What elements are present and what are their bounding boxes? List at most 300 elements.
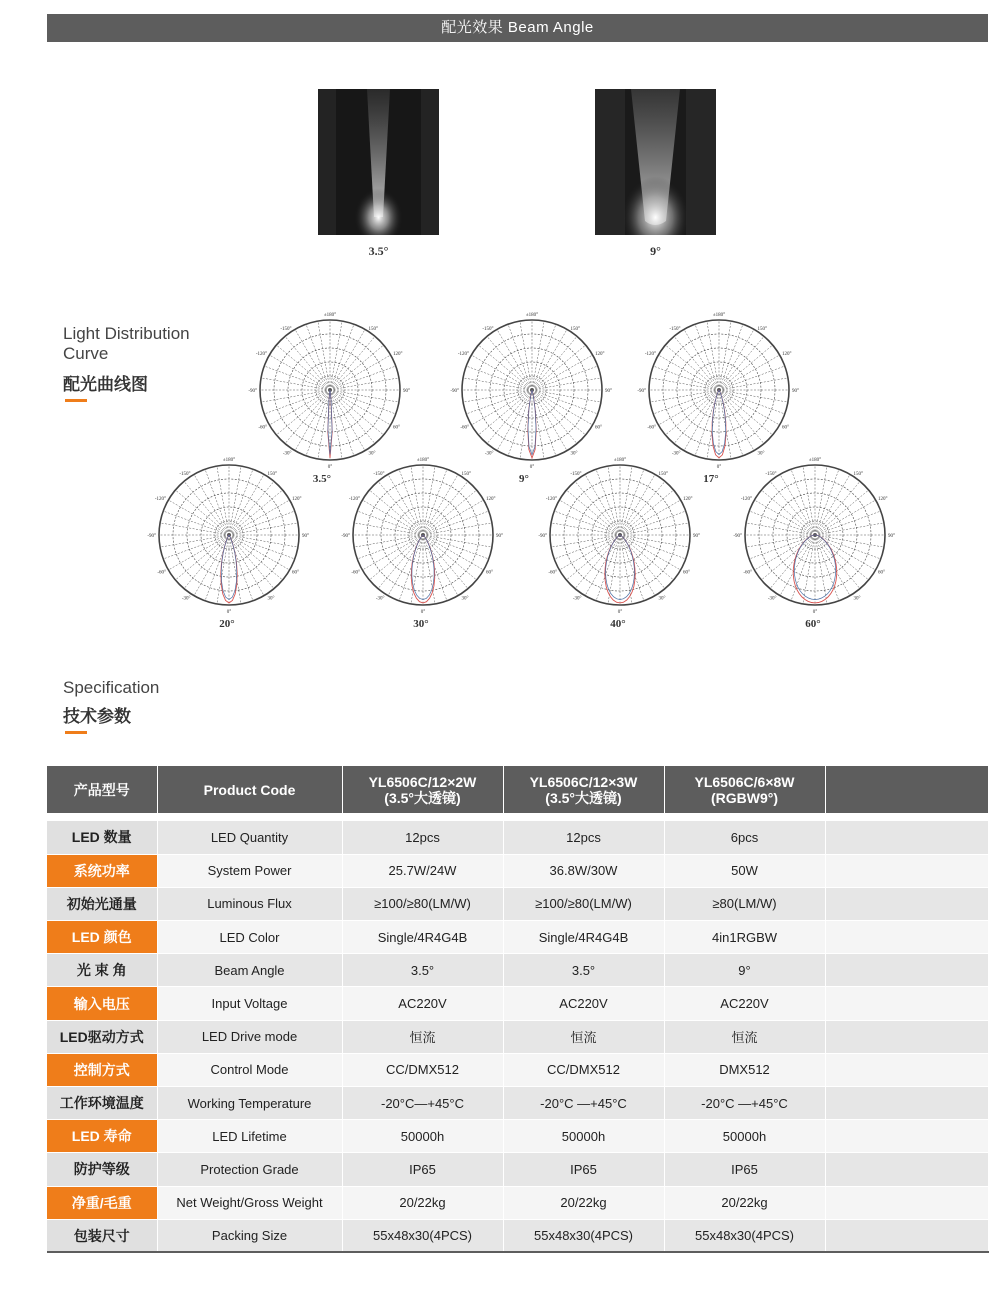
polar-chart-6 (530, 455, 710, 615)
polar-angle-label: 0° (420, 610, 426, 615)
polar-chart-5 (333, 455, 513, 615)
polar-chart-label-6: 40° (610, 618, 626, 630)
polar-spoke (362, 535, 423, 570)
polar-angle-label: 30° (461, 596, 469, 602)
polar-spoke (168, 500, 229, 535)
polar-spoke (719, 390, 754, 451)
polar-spoke (532, 345, 586, 390)
row-value-model-2: Single/4R4G4B (503, 921, 664, 954)
polar-spoke (815, 474, 850, 535)
row-label-en: Input Voltage (157, 987, 342, 1020)
polar-spoke (780, 474, 815, 535)
row-label-en: LED Quantity (157, 821, 342, 854)
row-label-cn: 净重/毛重 (47, 1186, 157, 1219)
row-value-model-2: 36.8W/30W (503, 854, 664, 887)
polar-angle-label: 150° (853, 471, 863, 477)
row-label-cn: LED 数量 (47, 821, 157, 854)
row-empty-cell (825, 1087, 988, 1120)
polar-angle-label: 0° (529, 465, 535, 470)
polar-spoke (815, 481, 860, 535)
polar-spoke (423, 535, 477, 580)
polar-chart-4 (139, 455, 319, 615)
polar-angle-label: 0° (226, 610, 232, 615)
row-label-cn: LED 寿命 (47, 1120, 157, 1153)
header-en: Product Code (157, 766, 342, 813)
polar-angle-label: 60° (393, 425, 400, 431)
polar-spoke (388, 474, 423, 535)
polar-angle-label: 150° (461, 471, 471, 477)
polar-spoke (761, 490, 815, 535)
polar-spoke (585, 535, 620, 596)
polar-angle-label: -150° (669, 326, 681, 332)
polar-angle-label: ±180° (808, 458, 822, 463)
polar-chart-label-3: 17° (703, 473, 719, 485)
row-value-model-3: IP65 (664, 1153, 825, 1186)
polar-angle-label: 90° (496, 534, 503, 539)
polar-spoke (674, 336, 719, 390)
polar-spoke (532, 390, 586, 435)
polar-angle-label: -60° (460, 425, 469, 431)
polar-spoke (229, 490, 283, 535)
polar-spoke (761, 535, 815, 580)
polar-angle-label: 120° (782, 352, 792, 357)
polar-angle-label: 60° (292, 570, 299, 576)
polar-spoke (770, 535, 815, 589)
row-value-model-2: 50000h (503, 1120, 664, 1153)
row-value-model-3: -20°C —+45°C (664, 1087, 825, 1120)
polar-chart-2 (442, 310, 622, 470)
header-cn: 产品型号 (47, 766, 157, 813)
row-label-en: Working Temperature (157, 1087, 342, 1120)
polar-chart-1 (240, 310, 420, 470)
polar-angle-label: -120° (644, 352, 656, 357)
polar-spoke (423, 474, 458, 535)
polar-angle-label: 120° (292, 497, 302, 502)
polar-chart-label-7: 60° (805, 618, 821, 630)
polar-spoke (471, 390, 532, 425)
table-row (47, 921, 988, 954)
row-empty-cell (825, 854, 988, 887)
polar-angle-label: -150° (482, 326, 494, 332)
polar-spoke (423, 500, 484, 535)
polar-spoke (184, 481, 229, 535)
row-label-cn: LED 颜色 (47, 921, 157, 954)
polar-spoke (330, 390, 365, 451)
polar-spoke (423, 535, 484, 570)
row-value-model-1: IP65 (342, 1153, 503, 1186)
row-label-cn: 输入电压 (47, 987, 157, 1020)
table-row (47, 887, 988, 920)
polar-spoke (532, 329, 567, 390)
row-value-model-3: AC220V (664, 987, 825, 1020)
polar-spoke (770, 481, 815, 535)
polar-chart-label-4: 20° (219, 618, 235, 630)
row-value-model-2: AC220V (503, 987, 664, 1020)
row-value-model-1: CC/DMX512 (342, 1053, 503, 1086)
table-row (47, 854, 988, 887)
polar-angle-label: 150° (658, 471, 668, 477)
polar-spoke (229, 535, 264, 596)
row-label-cn: 光 束 角 (47, 954, 157, 987)
polar-spoke (423, 535, 468, 589)
polar-angle-label: 30° (853, 596, 861, 602)
row-value-model-1: 12pcs (342, 821, 503, 854)
polar-angle-label: 120° (486, 497, 496, 502)
polar-spoke (658, 355, 719, 390)
polar-spoke (719, 390, 780, 425)
polar-angle-label: ±180° (222, 458, 236, 463)
polar-angle-label: -60° (647, 425, 656, 431)
polar-angle-label: -120° (348, 497, 360, 502)
polar-spoke (497, 390, 532, 451)
polar-spoke (269, 390, 330, 425)
polar-spoke (478, 345, 532, 390)
polar-angle-label: -90° (538, 534, 547, 539)
polar-angle-label: 120° (393, 352, 403, 357)
polar-angle-label: 120° (595, 352, 605, 357)
polar-angle-label: -90° (341, 534, 350, 539)
row-value-model-3: 6pcs (664, 821, 825, 854)
beam-photo-label-wide: 9° (650, 244, 661, 258)
polar-spoke (620, 474, 655, 535)
polar-angle-label: -150° (280, 326, 292, 332)
row-value-model-2: 12pcs (503, 821, 664, 854)
polar-spoke (684, 390, 719, 451)
row-label-en: Protection Grade (157, 1153, 342, 1186)
polar-angle-label: ±180° (323, 313, 337, 318)
specification-title-cn: 技术参数 (63, 707, 131, 726)
row-label-en: LED Drive mode (157, 1020, 342, 1053)
polar-spoke (378, 481, 423, 535)
row-value-model-1: 25.7W/24W (342, 854, 503, 887)
row-value-model-3: 50W (664, 854, 825, 887)
polar-angle-label: -60° (351, 570, 360, 576)
header-model-1: YL6506C/12×2W (3.5°大透镜) (342, 766, 503, 813)
table-row (47, 987, 988, 1020)
polar-chart-label-5: 30° (413, 618, 429, 630)
polar-spoke (665, 390, 719, 435)
polar-spoke (423, 481, 468, 535)
row-empty-cell (825, 1120, 988, 1153)
row-label-en: LED Color (157, 921, 342, 954)
polar-angle-label: -150° (179, 471, 191, 477)
polar-angle-label: -120° (255, 352, 267, 357)
row-value-model-3: 恒流 (664, 1020, 825, 1053)
polar-spoke (815, 535, 869, 580)
polar-angle-label: -150° (765, 471, 777, 477)
polar-angle-label: ±180° (712, 313, 726, 318)
specification-title-en: Specification (63, 678, 160, 697)
polar-chart-3 (629, 310, 809, 470)
polar-angle-label: 30° (267, 596, 275, 602)
polar-angle-label: -30° (181, 596, 191, 602)
polar-spoke (369, 490, 423, 535)
polar-spoke (719, 355, 780, 390)
polar-spoke (276, 345, 330, 390)
row-value-model-2: IP65 (503, 1153, 664, 1186)
polar-spoke (684, 329, 719, 390)
polar-spoke (362, 500, 423, 535)
row-label-cn: 初始光通量 (47, 887, 157, 920)
polar-spoke (487, 390, 532, 444)
polar-spoke (497, 329, 532, 390)
row-value-model-3: 20/22kg (664, 1186, 825, 1219)
polar-spoke (295, 390, 330, 451)
table-header-row (47, 766, 988, 813)
row-value-model-3: DMX512 (664, 1053, 825, 1086)
polar-spoke (330, 329, 365, 390)
polar-angle-label: 60° (878, 570, 885, 576)
polar-spoke (229, 535, 274, 589)
section-accent-bar (65, 731, 87, 734)
table-row (47, 1087, 988, 1120)
row-value-model-3: 9° (664, 954, 825, 987)
polar-spoke (285, 390, 330, 444)
polar-spoke (719, 345, 773, 390)
polar-angle-label: 120° (683, 497, 693, 502)
polar-angle-label: -120° (545, 497, 557, 502)
polar-spoke (559, 500, 620, 535)
row-label-en: Packing Size (157, 1219, 342, 1252)
row-value-model-3: 55x48x30(4PCS) (664, 1219, 825, 1252)
polar-angle-label: -60° (548, 570, 557, 576)
polar-spoke (815, 500, 876, 535)
polar-angle-label: ±180° (613, 458, 627, 463)
polar-spoke (471, 355, 532, 390)
light-distribution-title-en: Light Distribution (63, 324, 190, 343)
polar-spoke (566, 535, 620, 580)
row-value-model-3: 4in1RGBW (664, 921, 825, 954)
polar-angle-label: 0° (617, 610, 623, 615)
polar-chart-label-1: 3.5° (312, 473, 332, 485)
row-value-model-3: 50000h (664, 1120, 825, 1153)
polar-angle-label: 60° (683, 570, 690, 576)
table-row (47, 1186, 988, 1219)
row-value-model-1: 50000h (342, 1120, 503, 1153)
table-row (47, 1020, 988, 1053)
polar-spoke (620, 490, 674, 535)
polar-spoke (719, 390, 773, 435)
row-value-model-2: 20/22kg (503, 1186, 664, 1219)
polar-angle-label: -150° (373, 471, 385, 477)
row-empty-cell (825, 987, 988, 1020)
polar-spoke (719, 336, 764, 390)
polar-angle-label: -60° (743, 570, 752, 576)
polar-angle-label: 60° (486, 570, 493, 576)
polar-spoke (330, 345, 384, 390)
polar-spoke (487, 336, 532, 390)
header-empty (825, 766, 988, 813)
row-label-en: LED Lifetime (157, 1120, 342, 1153)
beam-photo-wide (595, 89, 716, 235)
polar-angle-label: -60° (157, 570, 166, 576)
polar-spoke (575, 481, 620, 535)
polar-spoke (184, 535, 229, 589)
polar-spoke (229, 500, 290, 535)
table-row (47, 1120, 988, 1153)
polar-angle-label: 90° (302, 534, 309, 539)
polar-spoke (378, 535, 423, 589)
row-empty-cell (825, 1053, 988, 1086)
row-value-model-2: 3.5° (503, 954, 664, 987)
polar-angle-label: 90° (403, 389, 410, 394)
polar-angle-label: 150° (757, 326, 767, 332)
polar-angle-label: -60° (258, 425, 267, 431)
polar-spoke (532, 390, 567, 451)
specification-table (47, 766, 989, 1253)
polar-angle-label: -90° (733, 534, 742, 539)
polar-spoke (194, 535, 229, 596)
polar-angle-label: 90° (888, 534, 895, 539)
polar-chart-7 (725, 455, 905, 615)
light-distribution-title-cn: 配光曲线图 (63, 375, 148, 394)
row-label-en: System Power (157, 854, 342, 887)
polar-spoke (285, 336, 330, 390)
row-value-model-1: 20/22kg (342, 1186, 503, 1219)
row-value-model-1: 55x48x30(4PCS) (342, 1219, 503, 1252)
polar-spoke (532, 336, 577, 390)
row-label-en: Luminous Flux (157, 887, 342, 920)
row-empty-cell (825, 821, 988, 854)
polar-spoke (175, 490, 229, 535)
polar-spoke (585, 474, 620, 535)
polar-spoke (229, 474, 264, 535)
row-empty-cell (825, 954, 988, 987)
polar-spoke (369, 535, 423, 580)
polar-angle-label: ±180° (525, 313, 539, 318)
polar-angle-label: -90° (450, 389, 459, 394)
polar-angle-label: 30° (368, 451, 376, 457)
beam-photo-label-narrow: 3.5° (368, 244, 389, 258)
row-value-model-1: -20°C—+45°C (342, 1087, 503, 1120)
polar-angle-label: 120° (878, 497, 888, 502)
row-empty-cell (825, 921, 988, 954)
header-model-3: YL6506C/6×8W (RGBW9°) (664, 766, 825, 813)
section-accent-bar (65, 399, 87, 402)
polar-spoke (620, 500, 681, 535)
polar-spoke (229, 481, 274, 535)
polar-spoke (665, 345, 719, 390)
polar-angle-label: 0° (716, 465, 722, 470)
polar-spoke (194, 474, 229, 535)
polar-spoke (229, 535, 290, 570)
polar-angle-label: 0° (812, 610, 818, 615)
table-row (47, 821, 988, 854)
polar-angle-label: -120° (457, 352, 469, 357)
section-banner-beam-angle: 配光效果 Beam Angle (47, 14, 988, 42)
header-model-2: YL6506C/12×3W (3.5°大透镜) (503, 766, 664, 813)
polar-spoke (719, 329, 754, 390)
row-empty-cell (825, 1219, 988, 1252)
polar-spoke (330, 355, 391, 390)
polar-spoke (532, 390, 577, 444)
polar-spoke (754, 500, 815, 535)
row-empty-cell (825, 1020, 988, 1053)
polar-angle-label: -30° (282, 451, 292, 457)
polar-angle-label: -150° (570, 471, 582, 477)
row-label-cn: 工作环境温度 (47, 1087, 157, 1120)
polar-spoke (330, 390, 375, 444)
table-separator (47, 813, 988, 821)
row-value-model-2: CC/DMX512 (503, 1053, 664, 1086)
polar-spoke (168, 535, 229, 570)
polar-angle-label: -120° (740, 497, 752, 502)
polar-angle-label: 150° (570, 326, 580, 332)
polar-angle-label: -30° (572, 596, 582, 602)
polar-spoke (566, 490, 620, 535)
polar-spoke (423, 490, 477, 535)
table-separator-cell (47, 813, 988, 821)
row-label-en: Beam Angle (157, 954, 342, 987)
polar-spoke (620, 535, 674, 580)
polar-spoke (276, 390, 330, 435)
table-row (47, 1153, 988, 1186)
polar-angle-label: -30° (671, 451, 681, 457)
polar-spoke (330, 390, 391, 425)
row-label-cn: LED驱动方式 (47, 1020, 157, 1053)
polar-spoke (330, 336, 375, 390)
row-empty-cell (825, 1153, 988, 1186)
row-value-model-1: ≥100/≥80(LM/W) (342, 887, 503, 920)
row-value-model-1: Single/4R4G4B (342, 921, 503, 954)
row-empty-cell (825, 1186, 988, 1219)
row-label-cn: 包装尺寸 (47, 1219, 157, 1252)
table-row (47, 1053, 988, 1086)
light-distribution-title-en-2: Curve (63, 344, 109, 363)
polar-angle-label: 30° (757, 451, 765, 457)
polar-angle-label: -120° (154, 497, 166, 502)
polar-spoke (330, 390, 384, 435)
polar-spoke (658, 390, 719, 425)
row-value-model-2: -20°C —+45°C (503, 1087, 664, 1120)
polar-spoke (620, 535, 681, 570)
polar-angle-label: -90° (147, 534, 156, 539)
row-value-model-2: 恒流 (503, 1020, 664, 1053)
polar-angle-label: -30° (484, 451, 494, 457)
row-label-en: Net Weight/Gross Weight (157, 1186, 342, 1219)
polar-spoke (295, 329, 330, 390)
polar-spoke (815, 490, 869, 535)
beam-photo-narrow (318, 89, 439, 235)
polar-angle-label: 150° (368, 326, 378, 332)
polar-chart-label-2: 9° (519, 473, 529, 485)
row-value-model-1: AC220V (342, 987, 503, 1020)
row-value-model-2: 55x48x30(4PCS) (503, 1219, 664, 1252)
polar-angle-label: -90° (248, 389, 257, 394)
polar-angle-label: 150° (267, 471, 277, 477)
polar-angle-label: 0° (327, 465, 333, 470)
polar-angle-label: 90° (605, 389, 612, 394)
polar-spoke (269, 355, 330, 390)
polar-spoke (532, 355, 593, 390)
polar-spoke (532, 390, 593, 425)
polar-angle-label: 90° (693, 534, 700, 539)
polar-spoke (620, 535, 655, 596)
polar-spoke (478, 390, 532, 435)
row-label-en: Control Mode (157, 1053, 342, 1086)
table-row (47, 954, 988, 987)
polar-angle-label: 90° (792, 389, 799, 394)
polar-angle-label: 30° (658, 596, 666, 602)
row-label-cn: 控制方式 (47, 1053, 157, 1086)
polar-angle-label: 60° (595, 425, 602, 431)
row-label-cn: 系统功率 (47, 854, 157, 887)
polar-spoke (620, 481, 665, 535)
row-value-model-3: ≥80(LM/W) (664, 887, 825, 920)
polar-angle-label: 30° (570, 451, 578, 457)
polar-angle-label: -30° (375, 596, 385, 602)
polar-angle-label: 60° (782, 425, 789, 431)
